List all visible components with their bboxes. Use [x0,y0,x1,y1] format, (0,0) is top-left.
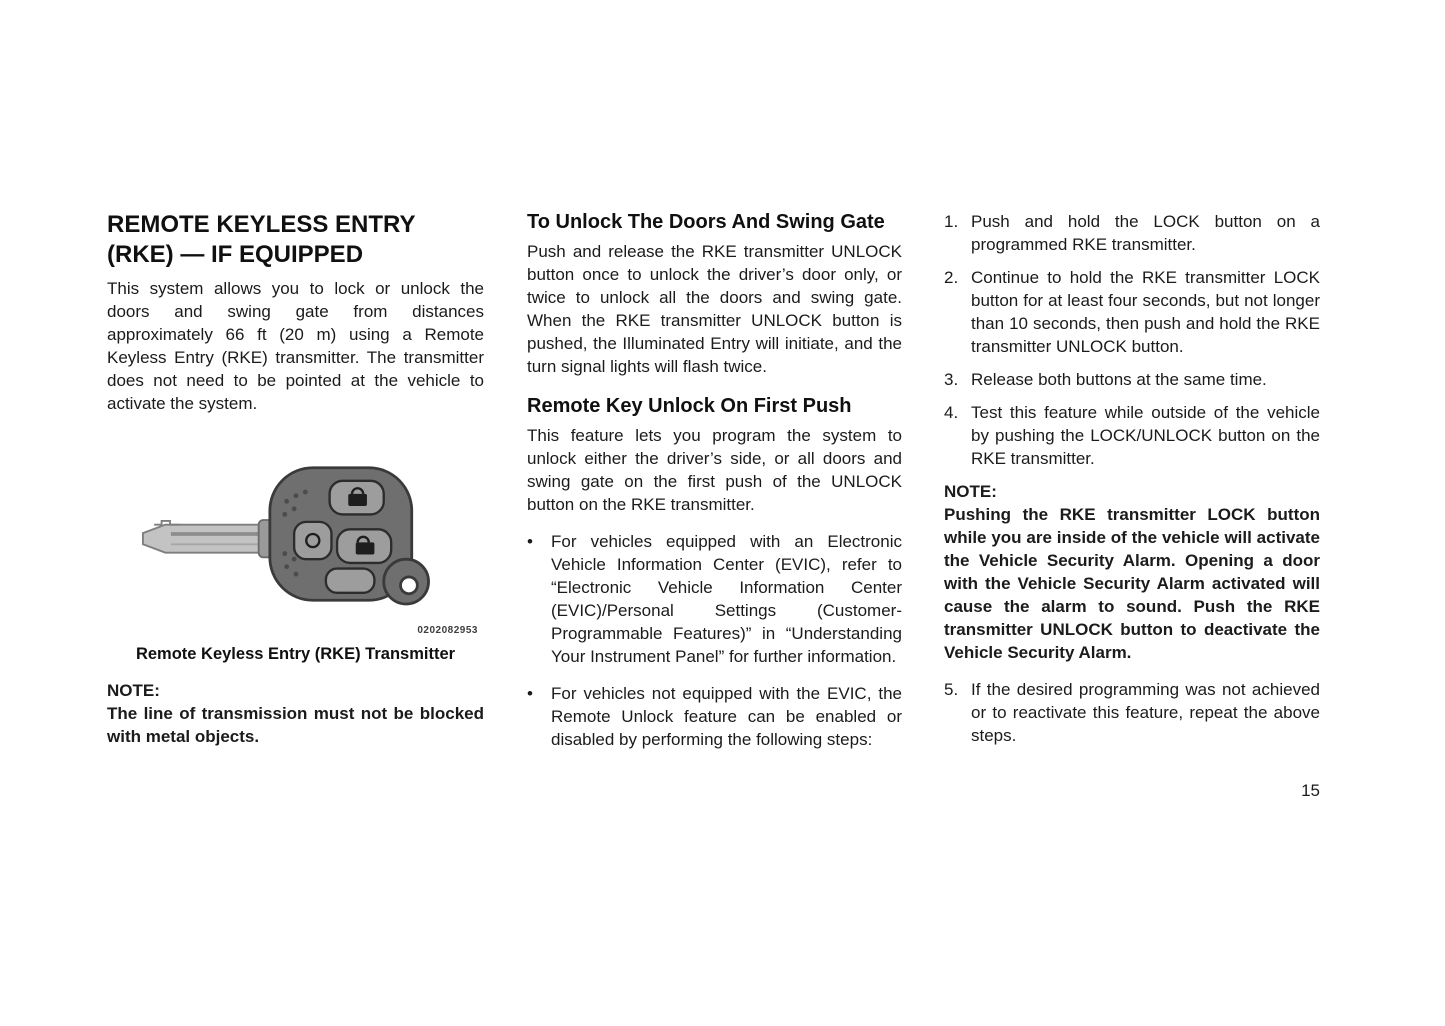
bullet-item [527,682,902,751]
step-text: Test this feature while outside of the vehicle by pushing the LOCK/UNLOCK button on the RKE transmitter. [971,403,1320,468]
page-number: 15 [1301,781,1320,800]
section-heading-rke: REMOTE KEYLESS ENTRY (RKE) — IF EQUIPPED [107,211,416,268]
bullet-item [527,530,902,668]
figure-number: 0202082953 [417,625,478,636]
bullet-glyph: • [527,684,533,703]
section-unlock-doors [527,210,902,378]
numbered-step [944,210,1320,256]
figure-rke-transmitter [107,445,484,665]
rke-intro-paragraph: This system allows you to lock or unlock the doors and swing gate from distances approximately 66 ft (20 m) using a Remote Keyless Entry (RKE) transmitter. The transmitter does not need to be pointed at the vehicle to activate the system. [107,279,484,413]
step-number: 2. [944,268,959,287]
step-text: Continue to hold the RKE transmitter LOCK button for at least four seconds, but not longer than 10 seconds, then push and hold the RKE transmitter UNLOCK button. [971,268,1320,356]
column-right [944,210,1320,802]
step-number: 1. [944,212,959,231]
step-number: 5. [944,680,959,699]
bullet-text: For vehicles not equipped with the EVIC, the Remote Unlock feature can be enabled or disabled by performing the following steps: [551,684,902,749]
figure-caption: Remote Keyless Entry (RKE) Transmitter [135,645,456,663]
column-middle [527,210,902,767]
step-number: 4. [944,403,959,422]
note-text: The line of transmission must not be blocked with metal objects. [107,704,484,746]
step-text: Release both buttons at the same time. [971,370,1267,389]
numbered-step [944,368,1320,391]
note-label: NOTE: [944,482,997,501]
step-number: 3. [944,370,959,389]
step-text: Push and hold the LOCK button on a programmed RKE transmitter. [971,212,1320,254]
subsection-heading: Remote Key Unlock On First Push [527,395,852,417]
key-fob-illustration [128,445,464,623]
fob-body [269,468,428,604]
section-remote-key-unlock [527,394,902,751]
note-text: Pushing the RKE transmitter LOCK button while you are inside of the vehicle will activate the Vehicle Security Alarm. Opening a door with the Vehicle Security Alarm activated will cause the alarm to sound. Push the RKE transmitter UNLOCK button to deactivate the Vehicle Security Alarm. [944,505,1320,662]
step-text: If the desired programming was not achieved or to reactivate this feature, repeat the above steps. [971,680,1320,745]
column-left [107,210,484,762]
body-paragraph: Push and release the RKE transmitter UNLOCK button once to unlock the driver’s door only, or twice to unlock all the doors and swing gate. When the RKE transmitter UNLOCK button is pushed, the Illuminated Entry will initiate, and the turn signal lights will flash twice. [527,242,902,376]
subsection-heading: To Unlock The Doors And Swing Gate [527,211,885,233]
bullet-glyph: • [527,532,533,551]
key-blade [142,520,273,557]
bullet-text: For vehicles equipped with an Electronic Vehicle Information Center (EVIC), refer to “Electronic Vehicle Information Center (EVIC)/Personal Settings (Customer-Programmable Features)” in “Understanding Your Instrument Panel” for further information. [551,532,902,666]
numbered-step [944,401,1320,470]
numbered-step [944,678,1320,747]
note-label: NOTE: [107,681,160,700]
body-paragraph: This feature lets you program the system to unlock either the driver’s side, or all doors and swing gate on the first push of the UNLOCK button on the RKE transmitter. [527,426,902,514]
numbered-step [944,266,1320,358]
